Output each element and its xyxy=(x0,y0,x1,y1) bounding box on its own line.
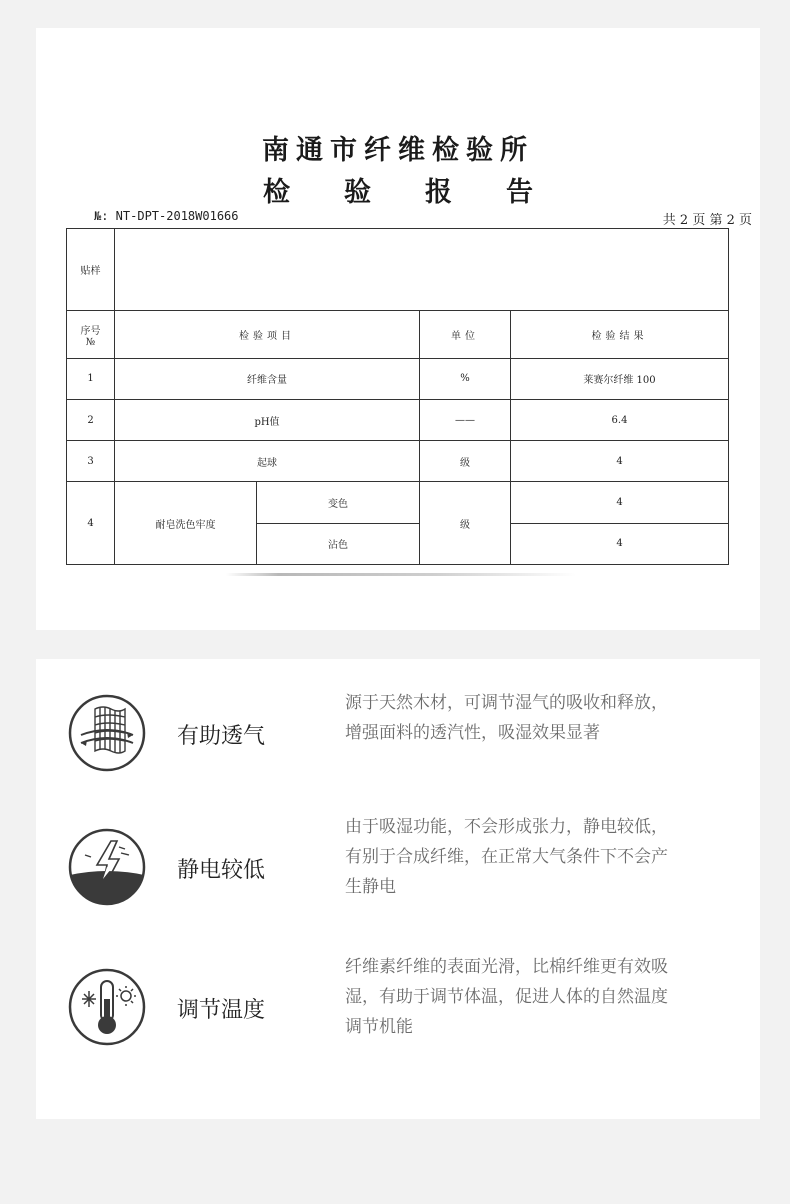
report-page-count: 共 2 页 第 2 页 xyxy=(662,213,752,228)
feature-desc-line: 调节机能 xyxy=(345,1017,413,1037)
header-seq-label: 序号 xyxy=(80,325,101,337)
row-subitem: 变色 xyxy=(257,482,420,523)
report-table xyxy=(66,228,729,565)
row-result: 4 xyxy=(511,523,729,564)
row-item: pH值 xyxy=(115,400,420,441)
features-card xyxy=(36,659,760,1119)
row-result: 4 xyxy=(511,482,729,523)
feature-desc-line: 源于天然木材，可调节湿气的吸收和释放， xyxy=(345,693,668,713)
row-item: 起球 xyxy=(115,441,420,482)
thermometer-icon xyxy=(67,967,147,1047)
table-row xyxy=(67,400,729,441)
header-result: 检验结果 xyxy=(511,311,729,358)
feature-desc-line: 纤维素纤维的表面光滑，比棉纤维更有效吸 xyxy=(345,957,668,977)
row-seq: 2 xyxy=(67,400,115,441)
header-seq-sub: № xyxy=(85,336,96,348)
static-lightning-icon xyxy=(67,827,147,907)
report-name-title: 检 验 报 告 xyxy=(263,177,533,208)
feature-item xyxy=(36,957,760,1087)
row-item: 耐皂洗色牢度 xyxy=(115,482,257,565)
row-item: 纤维含量 xyxy=(115,358,420,399)
header-seq xyxy=(67,311,115,358)
feature-desc xyxy=(345,952,730,1042)
row-result: 莱赛尔纤维 100 xyxy=(511,358,729,399)
feature-title: 静电较低 xyxy=(177,858,266,883)
row-unit: 级 xyxy=(420,482,511,565)
sample-row xyxy=(67,229,729,311)
feature-title: 有助透气 xyxy=(177,724,266,749)
sample-area xyxy=(115,229,729,311)
feature-item xyxy=(36,817,760,947)
feature-desc xyxy=(345,688,730,748)
feature-desc-line: 增强面料的透汽性，吸湿效果显著 xyxy=(345,723,600,743)
row-subitem: 沾色 xyxy=(257,523,420,564)
report-number: №: NT-DPT-2018W01666 xyxy=(94,209,239,223)
feature-desc-line: 湿，有助于调节体温，促进人体的自然温度 xyxy=(345,987,668,1007)
feature-desc-line: 有别于合成纤维，在正常大气条件下不会产 xyxy=(345,847,668,867)
table-row xyxy=(67,441,729,482)
header-item: 检验项目 xyxy=(115,311,420,358)
row-seq: 3 xyxy=(67,441,115,482)
row-result: 6.4 xyxy=(511,400,729,441)
report-org-title: 南通市纤维检验所 xyxy=(262,135,534,166)
row-seq: 4 xyxy=(67,482,115,565)
inspection-report-card xyxy=(36,28,760,630)
header-unit: 单位 xyxy=(420,311,511,358)
row-unit: —— xyxy=(420,400,511,441)
row-seq: 1 xyxy=(67,358,115,399)
row-result: 4 xyxy=(511,441,729,482)
table-row xyxy=(67,358,729,399)
scan-smudge xyxy=(226,573,576,576)
table-row xyxy=(67,482,729,523)
row-unit: 级 xyxy=(420,441,511,482)
sample-label: 贴样 xyxy=(67,229,115,311)
feature-title: 调节温度 xyxy=(177,998,266,1023)
feature-desc-line: 生静电 xyxy=(345,877,396,897)
breathable-fabric-icon xyxy=(67,693,147,773)
feature-desc-line: 由于吸湿功能，不会形成张力，静电较低， xyxy=(345,817,668,837)
table-header-row xyxy=(67,311,729,358)
row-unit: % xyxy=(420,358,511,399)
feature-desc xyxy=(345,812,730,902)
feature-item xyxy=(36,693,760,813)
